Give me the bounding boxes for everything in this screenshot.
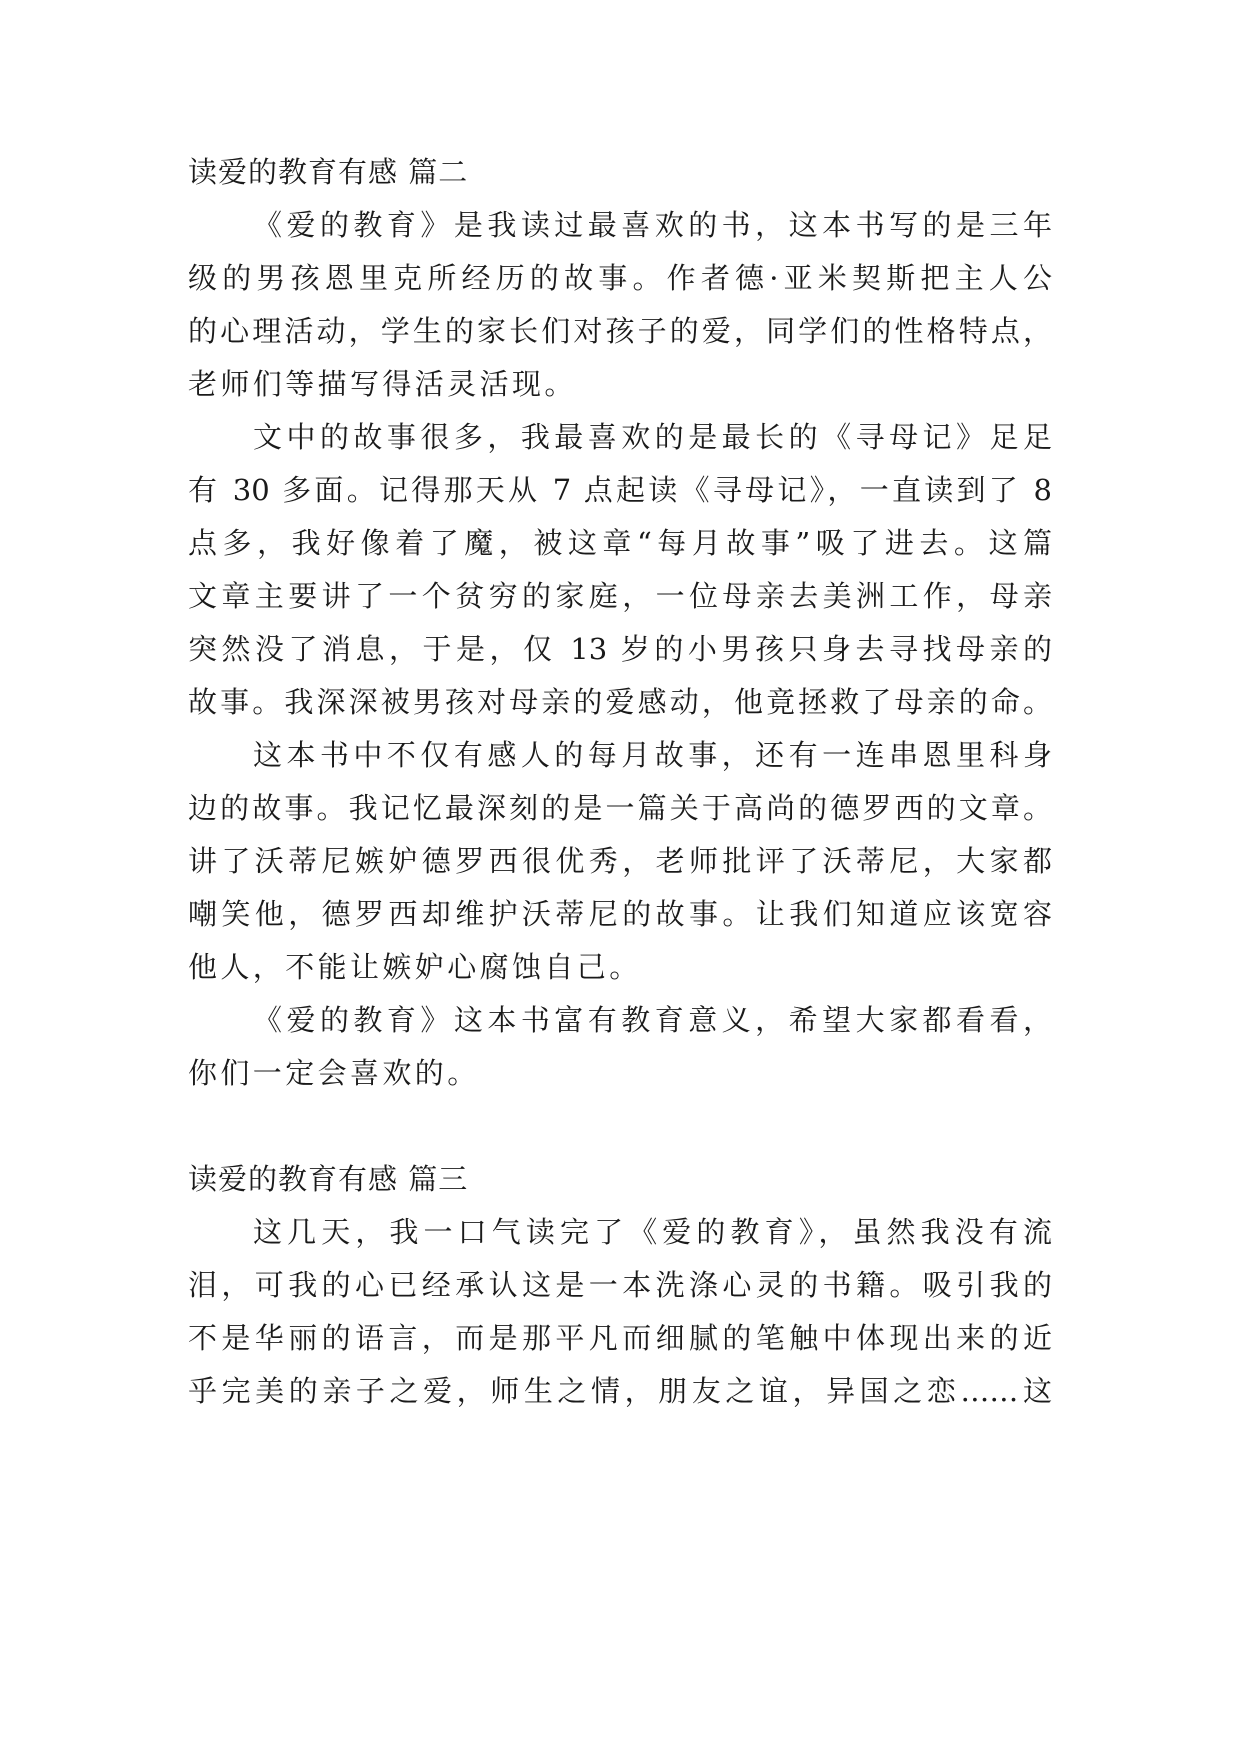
paragraph-line: 老师们等描写得活灵活现。 [188,367,577,401]
paragraph-line: 文中的故事很多，我最喜欢的是最长的《寻母记》足足 [253,420,1052,454]
paragraph-line: 突然没了消息，于是，仅 13 岁的小男孩只身去寻找母亲的 [188,632,1052,666]
paragraph-line: 故事。我深深被男孩对母亲的爱感动，他竟拯救了母亲的命。 [188,685,1052,719]
paragraph-line: 他人，不能让嫉妒心腐蚀自己。 [188,950,642,984]
paragraph-line: 泪，可我的心已经承认这是一本洗涤心灵的书籍。吸引我的 [188,1268,1052,1302]
paragraph-line: 不是华丽的语言，而是那平凡而细腻的笔触中体现出来的近 [188,1321,1052,1355]
paragraph-line: 有 30 多面。记得那天从 7 点起读《寻母记》，一直读到了 8 [188,473,1052,507]
paragraph-line: 《爱的教育》是我读过最喜欢的书，这本书写的是三年 [253,208,1052,242]
paragraph-line: 嘲笑他，德罗西却维护沃蒂尼的故事。让我们知道应该宽容 [188,897,1052,931]
paragraph-line: 这本书中不仅有感人的每月故事，还有一连串恩里科身 [253,738,1052,772]
paragraph-line: 级的男孩恩里克所经历的故事。作者德·亚米契斯把主人公 [188,261,1052,295]
paragraph-line: 这几天，我一口气读完了《爱的教育》，虽然我没有流 [253,1215,1052,1249]
paragraph-line: 讲了沃蒂尼嫉妒德罗西很优秀，老师批评了沃蒂尼，大家都 [188,844,1052,878]
paragraph-line: 文章主要讲了一个贫穷的家庭，一位母亲去美洲工作，母亲 [188,579,1052,613]
paragraph-line: 乎完美的亲子之爱，师生之情，朋友之谊，异国之恋……这 [188,1374,1052,1408]
section-title-3: 读爱的教育有感 篇三 [188,1162,469,1196]
section-title-2: 读爱的教育有感 篇二 [188,155,469,189]
paragraph-line: 边的故事。我记忆最深刻的是一篇关于高尚的德罗西的文章。 [188,791,1052,825]
paragraph-line: 《爱的教育》这本书富有教育意义，希望大家都看看， [253,1003,1052,1037]
paragraph-line: 你们一定会喜欢的。 [188,1056,480,1090]
paragraph-line: 的心理活动，学生的家长们对孩子的爱，同学们的性格特点， [188,314,1052,348]
paragraph-line: 点多，我好像着了魔，被这章“每月故事”吸了进去。这篇 [188,526,1052,560]
